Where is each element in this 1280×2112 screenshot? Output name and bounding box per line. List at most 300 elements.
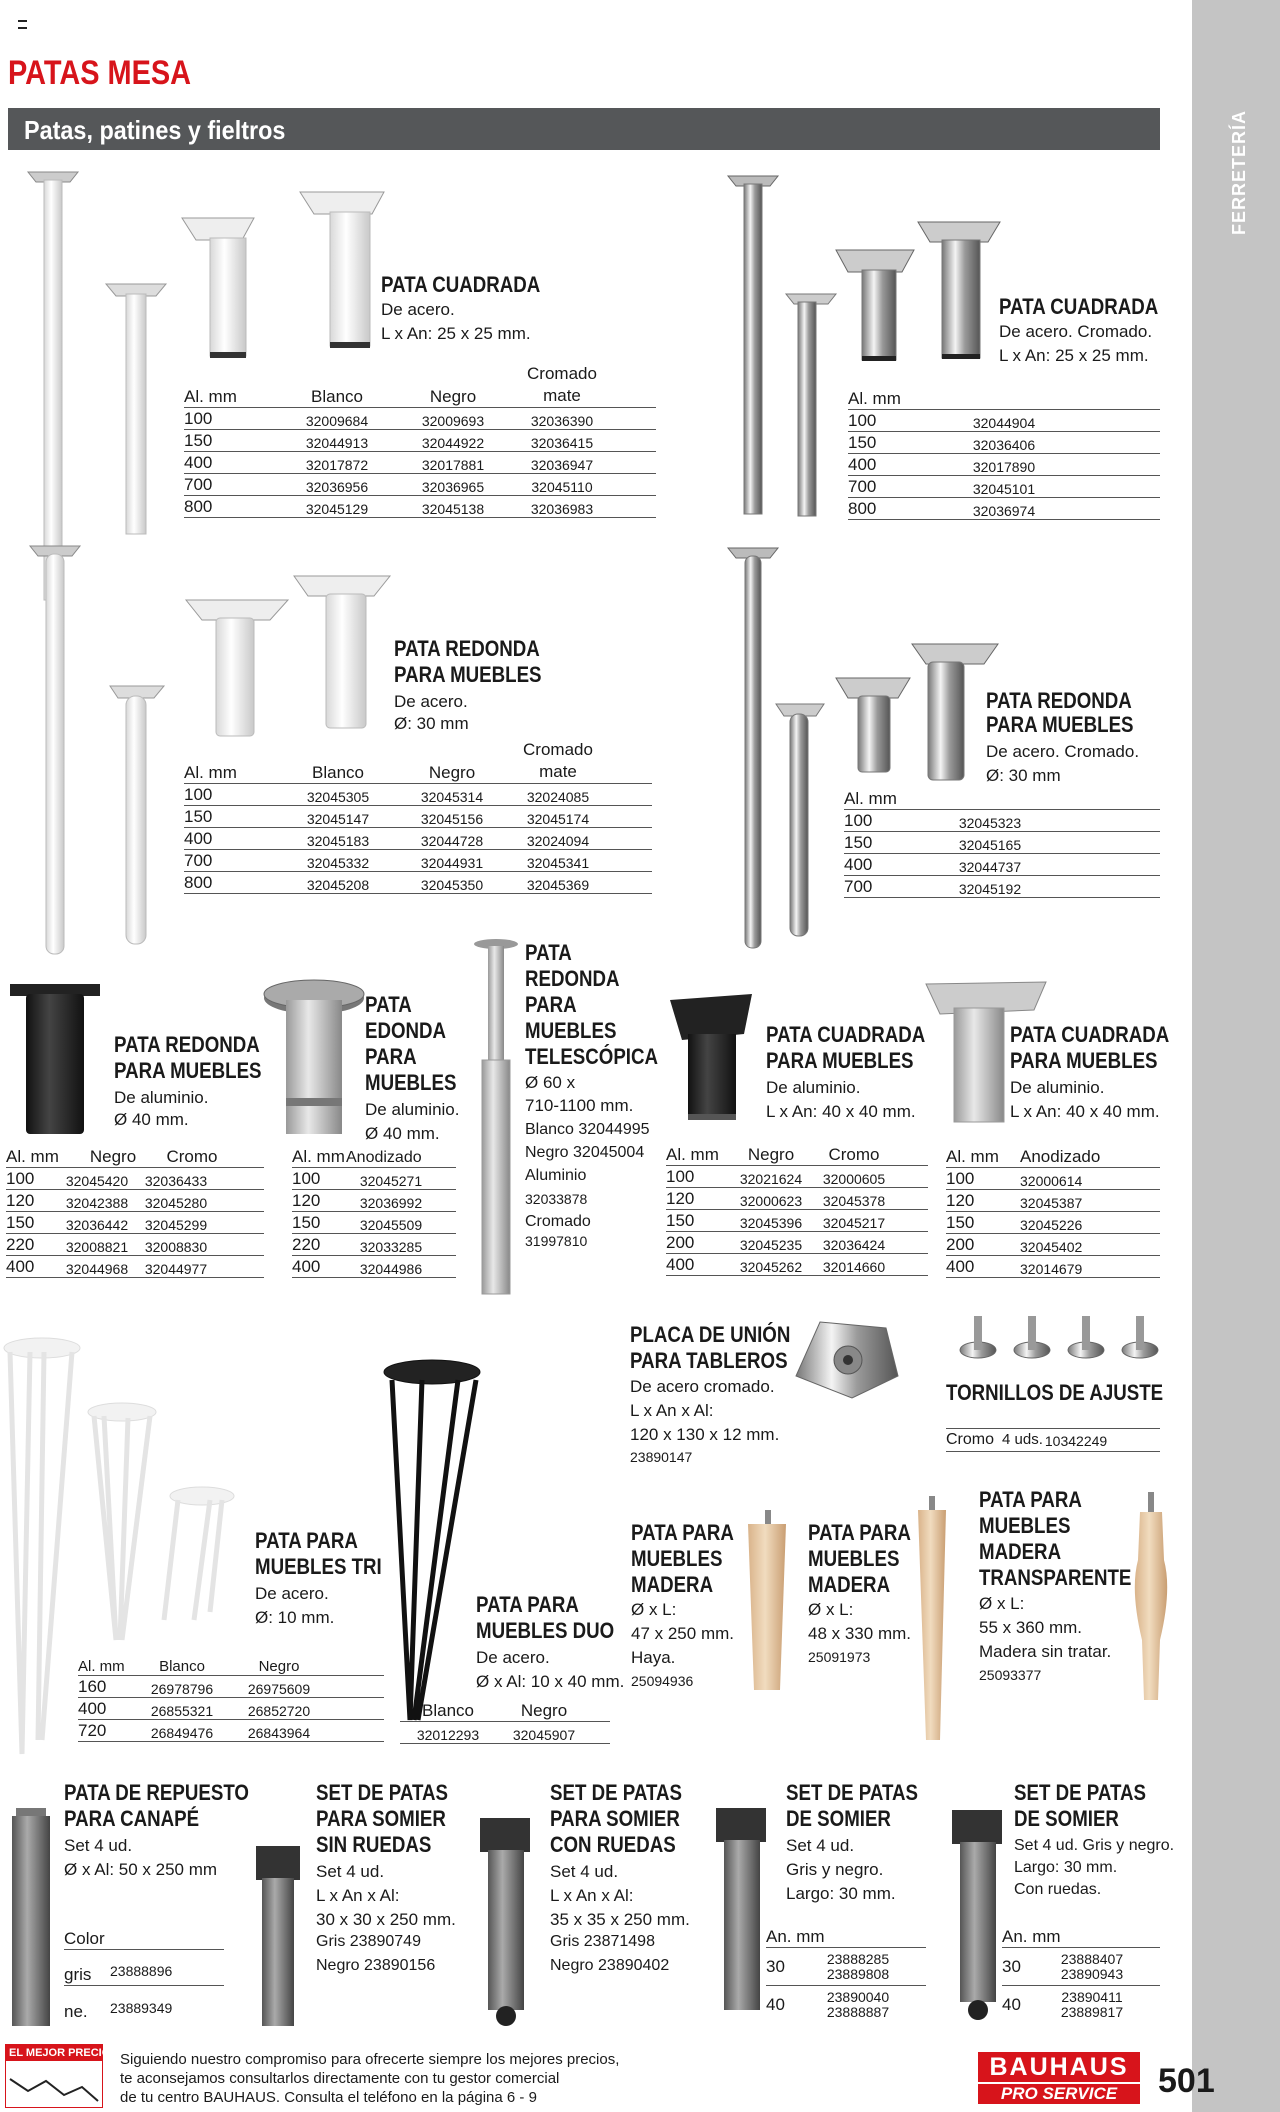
p16-desc: Madera sin tratar. [979, 1642, 1112, 1661]
best-price-badge [5, 2044, 111, 2108]
table-cell: 32045341 [526, 855, 590, 871]
p17-desc-2: Ø x Al: 50 x 250 mm [64, 1860, 218, 1879]
table-cell: 32045402 [1020, 1239, 1083, 1255]
p13-desc-2: Ø x Al: 10 x 40 mm. [476, 1672, 625, 1691]
p18-title-1: SET DE PATAS [316, 1780, 448, 1805]
p20-leg [716, 1808, 766, 2010]
p9-title-2: PARA MUEBLES [1010, 1048, 1158, 1073]
p21-desc: Set 4 ud. Gris y negro. [1014, 1837, 1175, 1854]
p12-title-2: MUEBLES TRI [255, 1554, 382, 1579]
page-title: PATAS MESA [8, 54, 192, 92]
p15-code: 25091973 [808, 1649, 871, 1665]
table-cell-group [808, 1990, 908, 2020]
table-cell: 23888285 [826, 1950, 890, 1967]
p8-desc-2: L x An: 40 x 40 mm. [766, 1102, 916, 1121]
p16-leg [1135, 1492, 1167, 1700]
table-cell: 23888407 [1060, 1950, 1124, 1967]
p19-desc: Set 4 ud. [550, 1862, 619, 1881]
p13-desc-1: De acero. [476, 1648, 550, 1667]
table-cell: 32036390 [530, 413, 594, 429]
p7-title-4: MUEBLES [525, 1018, 617, 1043]
table-cell: 32024094 [526, 833, 590, 849]
table-cell: 400 [6, 1257, 35, 1276]
table-cell: 32044737 [958, 859, 1022, 875]
p7-title-2: REDONDA [525, 966, 620, 991]
p20-desc: Set 4 ud. [786, 1836, 855, 1855]
table-cell: 220 [6, 1235, 35, 1254]
table-cell: 32036956 [305, 479, 369, 495]
p4-title-1: PATA REDONDA [986, 688, 1132, 713]
p10-desc: L x An x Al: [630, 1401, 714, 1420]
table-cell: 32045156 [420, 811, 484, 827]
p10-plate [796, 1322, 898, 1398]
table-cell-group [808, 1952, 908, 1982]
p18-desc: L x An x Al: [316, 1886, 400, 1905]
p6-desc-1: De aluminio. [365, 1100, 460, 1119]
p19-title-3: CON RUEDAS [550, 1832, 676, 1857]
p1-col-header: Al. mm [184, 387, 237, 406]
table-cell: 32044922 [421, 435, 485, 451]
p3-desc-2: Ø: 30 mm [394, 714, 469, 733]
table-cell: 32045305 [306, 789, 370, 805]
table-cell: 32045217 [822, 1215, 886, 1231]
table-cell: 30 [1002, 1956, 1021, 1976]
table-cell: 400 [184, 453, 213, 472]
table-cell: 400 [184, 829, 213, 848]
table-cell: 100 [292, 1169, 321, 1188]
table-cell: 100 [184, 785, 213, 804]
p8-col-header: Negro [747, 1145, 795, 1164]
p16-desc: 55 x 360 mm. [979, 1618, 1082, 1637]
p1-leg-4 [300, 192, 384, 348]
table-cell: 32045183 [306, 833, 370, 849]
p20-col-header: An. mm [766, 1927, 825, 1946]
table-cell: 32045396 [739, 1215, 803, 1231]
p11-qty: 4 uds. [1002, 1431, 1043, 1448]
table-cell: 32036442 [65, 1217, 129, 1233]
p17-desc-1: Set 4 ud. [64, 1836, 133, 1855]
p14-desc: 47 x 250 mm. [631, 1624, 734, 1643]
table-cell: 800 [848, 499, 877, 518]
table-cell: 32008830 [144, 1239, 208, 1255]
p14-title-3: MADERA [631, 1572, 714, 1597]
p3-title-2: PARA MUEBLES [394, 662, 542, 687]
table-cell: 32045110 [531, 479, 593, 495]
table-cell: 32045350 [420, 877, 484, 893]
table-cell: 32036965 [421, 479, 485, 495]
p2-leg-1 [728, 176, 778, 514]
p5-desc-2: Ø 40 mm. [114, 1110, 189, 1129]
p11-screws [960, 1316, 1158, 1358]
table-cell: 32044977 [144, 1261, 208, 1277]
p9-desc-2: L x An: 40 x 40 mm. [1010, 1102, 1160, 1121]
p15-title-1: PATA PARA [808, 1520, 911, 1545]
table-cell: 32017872 [305, 457, 369, 473]
p17-col-header: Color [64, 1929, 105, 1948]
p19-desc: L x An x Al: [550, 1886, 634, 1905]
p12-col-header: Al. mm [78, 1658, 125, 1675]
p13-col-header: Blanco [422, 1701, 474, 1720]
table-cell: 32009684 [305, 413, 369, 429]
p4-leg-2 [776, 704, 824, 936]
p8-leg [670, 994, 752, 1120]
table-cell: 26975609 [247, 1681, 311, 1697]
p1-col-header: Blanco [311, 387, 363, 406]
p4-leg-1 [728, 548, 778, 948]
table-cell: 32045280 [144, 1195, 208, 1211]
table-cell: 120 [292, 1191, 321, 1210]
p14-desc: Haya. [631, 1648, 676, 1667]
p13-table [400, 1700, 610, 1744]
table-cell: 32044931 [420, 855, 484, 871]
table-cell: 32036974 [972, 503, 1036, 519]
table-cell: 800 [184, 497, 213, 516]
p20-desc: Largo: 30 mm. [786, 1884, 896, 1903]
table-cell: 32045174 [526, 811, 590, 827]
table-cell-group [1042, 1952, 1142, 1982]
p18-desc: Set 4 ud. [316, 1862, 385, 1881]
p21-leg [952, 1810, 1002, 2020]
table-cell: 700 [848, 477, 877, 496]
p9-desc-1: De aluminio. [1010, 1078, 1105, 1097]
table-cell: 100 [844, 811, 873, 830]
table-cell: 32045101 [972, 481, 1036, 497]
p8-title-1: PATA CUADRADA [766, 1022, 926, 1047]
p18-title-2: PARA SOMIER [316, 1806, 446, 1831]
p18-title-3: SIN RUEDAS [316, 1832, 432, 1857]
p6-leg [264, 980, 364, 1134]
p19-desc: Gris 23871498 [550, 1933, 655, 1950]
table-cell: 30 [766, 1956, 785, 1976]
p12-col-header: Negro [258, 1658, 300, 1675]
table-cell: 32045314 [420, 789, 484, 805]
p18-leg [256, 1846, 300, 2026]
table-cell: 200 [946, 1235, 975, 1254]
table-cell: 32045420 [65, 1173, 129, 1189]
side-tab [1192, 0, 1280, 2112]
table-cell: 700 [184, 851, 213, 870]
p2-desc-1: De acero. Cromado. [999, 322, 1153, 341]
p3-col-header: Al. mm [184, 763, 237, 782]
p5-table [6, 1146, 264, 1278]
table-cell: 32042388 [65, 1195, 129, 1211]
table-cell: 120 [6, 1191, 35, 1210]
p5-title-2: PARA MUEBLES [114, 1058, 262, 1083]
p17-title-2: PARA CANAPÉ [64, 1806, 200, 1831]
table-cell: 150 [666, 1211, 695, 1230]
p3-table [184, 740, 652, 894]
p11-title: TORNILLOS DE AJUSTE [946, 1380, 1164, 1405]
p7-desc: Negro 32045004 [525, 1144, 645, 1161]
table-cell: 400 [848, 455, 877, 474]
table-cell: 32045509 [359, 1217, 423, 1233]
p21-desc: Largo: 30 mm. [1014, 1859, 1118, 1876]
p13-title-1: PATA PARA [476, 1592, 579, 1617]
section-title: Patas, patines y fieltros [24, 115, 286, 145]
table-cell: 23888896 [110, 1963, 173, 1979]
p5-desc-1: De aluminio. [114, 1088, 209, 1107]
p15-desc: 48 x 330 mm. [808, 1624, 911, 1643]
table-cell: 23888887 [826, 2004, 890, 2020]
p21-desc: Con ruedas. [1014, 1881, 1102, 1898]
p18-desc: Negro 23890156 [316, 1957, 436, 1974]
p5-title-1: PATA REDONDA [114, 1032, 260, 1057]
table-cell: 32014660 [822, 1259, 886, 1275]
table-cell: 32045299 [144, 1217, 208, 1233]
table-cell: 150 [184, 431, 213, 450]
p3-leg-3 [186, 600, 288, 736]
table-cell: 23890943 [1060, 1965, 1124, 1982]
p16-title-1: PATA PARA [979, 1487, 1082, 1512]
table-cell: 700 [184, 475, 213, 494]
p7-title-3: PARA [525, 992, 577, 1017]
p3-col-header: Cromado mate [523, 740, 593, 781]
p1-desc-2: L x An: 25 x 25 mm. [381, 324, 531, 343]
table-cell: 32045192 [958, 881, 1022, 897]
p12-desc-1: De acero. [255, 1584, 329, 1603]
p6-col-header: Al. mm [292, 1147, 345, 1166]
p20-title-1: SET DE PATAS [786, 1780, 918, 1805]
p15-leg [918, 1496, 946, 1740]
table-cell-group [1042, 1990, 1142, 2020]
p19-desc: 35 x 35 x 250 mm. [550, 1910, 690, 1929]
table-cell: 32000623 [739, 1193, 803, 1209]
p9-col-header: Anodizado [1020, 1147, 1101, 1166]
p7-title-1: PATA [525, 940, 572, 965]
p9-table [946, 1146, 1160, 1278]
p8-col-header: Cromo [828, 1145, 880, 1164]
p8-table [666, 1144, 928, 1276]
table-cell: 23889349 [110, 2000, 173, 2016]
footer-line: Siguiendo nuestro compromiso para ofrecerte siempre los mejores precios, [120, 2051, 620, 2068]
table-cell: 26843964 [247, 1725, 311, 1741]
p20-title-2: DE SOMIER [786, 1806, 891, 1831]
table-cell: 32045165 [958, 837, 1022, 853]
p15-desc: Ø x L: [808, 1600, 854, 1619]
p2-col-header: Al. mm [848, 389, 901, 408]
table-cell: 32036415 [530, 435, 594, 451]
table-cell: 32045332 [306, 855, 370, 871]
p10-title-2: PARA TABLEROS [630, 1348, 788, 1373]
table-cell: 32036947 [530, 457, 594, 473]
p17-leg [12, 1808, 50, 2026]
table-cell: 32045323 [958, 815, 1022, 831]
table-cell: 23890040 [826, 1989, 890, 2005]
price-chart-icon [6, 2061, 102, 2105]
p2-desc-2: L x An: 25 x 25 mm. [999, 346, 1149, 365]
table-cell: 32017890 [972, 459, 1036, 475]
footer-line: te aconsejamos consultarlos directamente con tu gestor comercial [120, 2070, 560, 2087]
p1-title: PATA CUADRADA [381, 272, 541, 297]
p10-desc: 120 x 130 x 12 mm. [630, 1425, 780, 1444]
logo-bottom: PRO SERVICE [978, 2084, 1140, 2104]
p12-table [78, 1656, 384, 1742]
table-cell: 32008821 [65, 1239, 129, 1255]
p21-title-2: DE SOMIER [1014, 1806, 1119, 1831]
p13-col-header: Negro [520, 1701, 568, 1720]
table-cell: 400 [292, 1257, 321, 1276]
p13-hairpin [384, 1360, 480, 1720]
p18-desc: 30 x 30 x 250 mm. [316, 1910, 456, 1929]
table-cell: 32036992 [359, 1195, 423, 1211]
p6-title-2: EDONDA [365, 1018, 447, 1043]
p5-leg [10, 984, 100, 1134]
p3-desc-1: De acero. [394, 692, 468, 711]
p5-col-header: Cromo [166, 1147, 218, 1166]
p7-desc: Aluminio [525, 1167, 587, 1184]
table-cell: 32024085 [526, 789, 590, 805]
p6-table [292, 1146, 456, 1278]
table-cell: 100 [184, 409, 213, 428]
footer-note [120, 2050, 619, 2107]
p1-desc-1: De acero. [381, 300, 455, 319]
p15-title-3: MADERA [808, 1572, 891, 1597]
p16-code: 25093377 [979, 1667, 1042, 1683]
p7-desc: 31997810 [525, 1233, 588, 1249]
p7-desc: Ø 60 x [525, 1073, 576, 1092]
table-cell: 32021624 [739, 1171, 803, 1187]
p19-title-1: SET DE PATAS [550, 1780, 682, 1805]
table-cell: 32045378 [822, 1193, 886, 1209]
table-cell: 32045235 [739, 1237, 803, 1253]
p19-title-2: PARA SOMIER [550, 1806, 680, 1831]
p14-code: 25094936 [631, 1673, 694, 1689]
table-cell: gris [64, 1965, 92, 1984]
p4-leg-3 [836, 678, 910, 772]
p12-title-1: PATA PARA [255, 1528, 358, 1553]
table-cell: 150 [946, 1213, 975, 1232]
table-cell: 32044986 [359, 1261, 423, 1277]
p6-title-3: PARA [365, 1044, 417, 1069]
table-cell: 32012293 [416, 1727, 480, 1743]
table-cell: 32045387 [1020, 1195, 1083, 1211]
table-cell: 32036983 [530, 501, 594, 517]
table-cell: 32045369 [526, 877, 590, 893]
table-cell: 32045271 [359, 1173, 423, 1189]
table-cell: 720 [78, 1721, 107, 1740]
p1-leg-1 [28, 172, 78, 600]
p3-col-header: Negro [428, 763, 476, 782]
p2-leg-2 [786, 294, 836, 516]
p2-leg-4 [918, 222, 1000, 359]
p7-title-5: TELESCÓPICA [525, 1044, 658, 1069]
p17-table [64, 1926, 224, 2022]
bauhaus-logo [978, 2052, 1140, 2104]
table-cell: 400 [946, 1257, 975, 1276]
p1-leg-2 [106, 284, 166, 534]
p18-desc: Gris 23890749 [316, 1933, 421, 1950]
p7-desc: 32033878 [525, 1191, 588, 1207]
p2-title: PATA CUADRADA [999, 294, 1159, 319]
table-cell: 120 [946, 1191, 975, 1210]
table-cell: 32036424 [822, 1237, 886, 1253]
p9-title-1: PATA CUADRADA [1010, 1022, 1170, 1047]
p11-finish: Cromo [946, 1431, 995, 1448]
p1-col-header: Cromado mate [527, 364, 597, 405]
p11-code: 10342249 [1044, 1433, 1108, 1449]
p4-col-header: Al. mm [844, 789, 897, 808]
table-cell: 32045262 [739, 1259, 803, 1275]
p11-row [946, 1428, 1160, 1452]
table-cell: 23889808 [826, 1965, 890, 1982]
p19-leg [480, 1818, 530, 2026]
p8-col-header: Al. mm [666, 1145, 719, 1164]
table-cell: 220 [292, 1235, 321, 1254]
p10-desc: De acero cromado. [630, 1377, 775, 1396]
table-cell: 400 [666, 1255, 695, 1274]
table-cell: 150 [184, 807, 213, 826]
p14-desc: Ø x L: [631, 1600, 677, 1619]
best-price-label: EL MEJOR PRECIO [6, 2045, 102, 2061]
table-cell: 32045129 [305, 501, 369, 517]
table-cell: 32000614 [1020, 1173, 1083, 1189]
table-cell: 100 [848, 411, 877, 430]
table-cell: 100 [6, 1169, 35, 1188]
table-cell: 26855321 [150, 1703, 214, 1719]
p6-col-header: Anodizado [346, 1149, 422, 1166]
table-cell: 800 [184, 873, 213, 892]
p1-col-header: Negro [429, 387, 477, 406]
table-cell: 100 [946, 1169, 975, 1188]
table-cell: 32044728 [420, 833, 484, 849]
p15-title-2: MUEBLES [808, 1546, 900, 1571]
p4-desc-1: De acero. Cromado. [986, 742, 1140, 761]
table-cell: 200 [666, 1233, 695, 1252]
p5-col-header: Negro [89, 1147, 137, 1166]
table-cell: 32036433 [144, 1173, 208, 1189]
table-cell: 100 [666, 1167, 695, 1186]
side-tab-label: FERRETERÍA [1229, 110, 1249, 236]
p14-title-1: PATA PARA [631, 1520, 734, 1545]
p16-title-3: MADERA [979, 1539, 1062, 1564]
p21-col-header: An. mm [1002, 1927, 1061, 1946]
table-cell: 32000605 [822, 1171, 886, 1187]
table-cell: 32045138 [421, 501, 485, 517]
table-cell: 120 [666, 1189, 695, 1208]
table-cell: 40 [766, 1995, 785, 2014]
table-cell: 32045226 [1020, 1217, 1083, 1233]
page-number: 501 [1158, 2062, 1215, 2100]
p2-leg-3 [836, 250, 914, 361]
table-cell: 40 [1002, 1995, 1021, 2014]
table-cell: 32033285 [359, 1239, 423, 1255]
table-cell: 32045208 [306, 877, 370, 893]
p8-desc-1: De aluminio. [766, 1078, 861, 1097]
p6-title-1: PATA [365, 992, 412, 1017]
p17-title-1: PATA DE REPUESTO [64, 1780, 249, 1805]
p21-title-1: SET DE PATAS [1014, 1780, 1146, 1805]
table-cell: 23889817 [1060, 2004, 1124, 2020]
p7-desc: Blanco 32044995 [525, 1121, 650, 1138]
p21-table [1002, 1926, 1160, 2024]
table-cell: 32045907 [512, 1727, 576, 1743]
p5-col-header: Al. mm [6, 1147, 59, 1166]
p4-table [844, 788, 1160, 898]
table-cell: 400 [844, 855, 873, 874]
table-cell: 26849476 [150, 1725, 214, 1741]
p7-desc: 710-1100 mm. [525, 1096, 634, 1115]
table-cell: 26978796 [150, 1681, 214, 1697]
p3-col-header: Blanco [312, 763, 364, 782]
p6-desc-2: Ø 40 mm. [365, 1124, 440, 1143]
p13-title-2: MUEBLES DUO [476, 1618, 615, 1643]
p7-desc: Cromado [525, 1213, 591, 1230]
table-cell: ne. [64, 2002, 88, 2021]
table-cell: 150 [292, 1213, 321, 1232]
p12-desc-2: Ø: 10 mm. [255, 1608, 335, 1627]
p12-col-header: Blanco [159, 1658, 205, 1675]
p16-desc: Ø x L: [979, 1594, 1025, 1613]
